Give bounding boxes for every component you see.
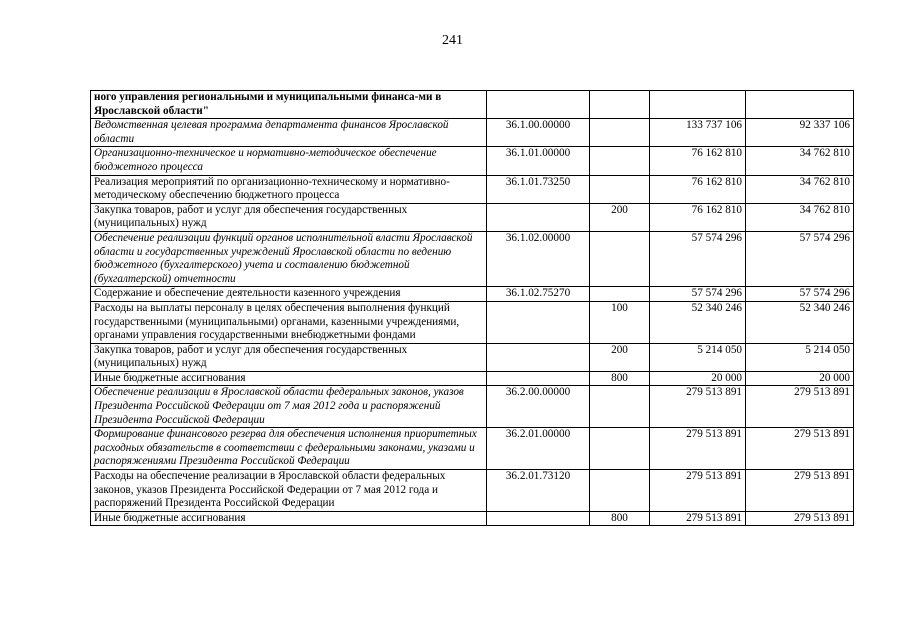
row-name-cell: Иные бюджетные ассигнования <box>91 511 487 526</box>
row-sum-2017-cell: 279 513 891 <box>650 386 746 428</box>
row-name-cell: Обеспечение реализации в Ярославской области федеральных законов, указов Президента Российской Федерации от 7 мая 2012 года и распоряжений Президента Российской Федерации <box>91 386 487 428</box>
table-row <box>91 371 854 386</box>
row-name-cell: Закупка товаров, работ и услуг для обеспечения государственных (муниципальных) нужд <box>91 203 487 231</box>
row-code-cell <box>487 371 590 386</box>
row-code-cell <box>487 301 590 343</box>
row-sum-2018-cell: 279 513 891 <box>746 428 854 470</box>
row-expense-type-cell <box>590 175 650 203</box>
row-sum-2017-cell: 279 513 891 <box>650 428 746 470</box>
row-sum-2017-cell: 20 000 <box>650 371 746 386</box>
row-name-cell: Закупка товаров, работ и услуг для обеспечения государственных (муниципальных) нужд <box>91 343 487 371</box>
table-row <box>91 301 854 343</box>
row-expense-type-cell: 800 <box>590 511 650 526</box>
row-expense-type-cell <box>590 231 650 286</box>
row-code-cell <box>487 91 590 119</box>
row-name-cell: Содержание и обеспечение деятельности казенного учреждения <box>91 287 487 302</box>
row-code-cell: 36.1.00.00000 <box>487 119 590 147</box>
row-sum-2018-cell: 279 513 891 <box>746 511 854 526</box>
row-sum-2017-cell <box>650 91 746 119</box>
table-row <box>91 175 854 203</box>
page-number: 241 <box>442 33 463 48</box>
table-row <box>91 386 854 428</box>
row-sum-2017-cell: 52 340 246 <box>650 301 746 343</box>
row-name-cell: Организационно-техническое и нормативно-методическое обеспечение бюджетного процесса <box>91 147 487 175</box>
row-sum-2017-cell: 76 162 810 <box>650 175 746 203</box>
row-expense-type-cell <box>590 147 650 175</box>
row-sum-2018-cell: 34 762 810 <box>746 175 854 203</box>
row-code-cell: 36.1.01.73250 <box>487 175 590 203</box>
table-row <box>91 91 854 119</box>
table-row <box>91 470 854 512</box>
row-sum-2018-cell: 57 574 296 <box>746 231 854 286</box>
row-code-cell: 36.2.01.73120 <box>487 470 590 512</box>
row-name-cell: Реализация мероприятий по организационно-техническому и нормативно-методическому обеспечению бюджетного процесса <box>91 175 487 203</box>
row-sum-2017-cell: 279 513 891 <box>650 470 746 512</box>
row-sum-2018-cell: 279 513 891 <box>746 470 854 512</box>
row-expense-type-cell <box>590 287 650 302</box>
row-name-cell: Ведомственная целевая программа департамента финансов Ярославской области <box>91 119 487 147</box>
row-sum-2018-cell: 5 214 050 <box>746 343 854 371</box>
row-sum-2018-cell: 34 762 810 <box>746 203 854 231</box>
table-row <box>91 231 854 286</box>
row-expense-type-cell <box>590 91 650 119</box>
row-sum-2018-cell: 279 513 891 <box>746 386 854 428</box>
table-row <box>91 428 854 470</box>
table-row <box>91 119 854 147</box>
row-sum-2017-cell: 57 574 296 <box>650 287 746 302</box>
row-sum-2018-cell: 34 762 810 <box>746 147 854 175</box>
row-expense-type-cell: 200 <box>590 203 650 231</box>
table-row <box>91 203 854 231</box>
row-expense-type-cell: 100 <box>590 301 650 343</box>
row-name-cell: Формирование финансового резерва для обеспечения исполнения приоритетных расходных обязательств в соответствии с федеральными законами, указами и распоряжениями Президента Российской Федерации <box>91 428 487 470</box>
row-sum-2018-cell: 20 000 <box>746 371 854 386</box>
row-sum-2017-cell: 57 574 296 <box>650 231 746 286</box>
table-row <box>91 343 854 371</box>
row-code-cell: 36.2.00.00000 <box>487 386 590 428</box>
row-sum-2018-cell: 57 574 296 <box>746 287 854 302</box>
table-row <box>91 287 854 302</box>
row-sum-2017-cell: 5 214 050 <box>650 343 746 371</box>
table-row <box>91 511 854 526</box>
row-code-cell: 36.1.01.00000 <box>487 147 590 175</box>
row-sum-2017-cell: 76 162 810 <box>650 203 746 231</box>
table-body <box>91 91 854 526</box>
row-code-cell: 36.2.01.00000 <box>487 428 590 470</box>
row-name-cell: ного управления региональными и муниципальными финанса-ми в Ярославской области" <box>91 91 487 119</box>
row-sum-2017-cell: 279 513 891 <box>650 511 746 526</box>
row-code-cell <box>487 511 590 526</box>
row-name-cell: Обеспечение реализации функций органов исполнительной власти Ярославской области и государственных учреждений Ярославской области по ведению бюджетного (бухгалтерского) учета и составлению бюджетной (бухгалтерской) отчетности <box>91 231 487 286</box>
row-expense-type-cell <box>590 428 650 470</box>
row-name-cell: Иные бюджетные ассигнования <box>91 371 487 386</box>
row-sum-2018-cell: 92 337 106 <box>746 119 854 147</box>
row-code-cell <box>487 343 590 371</box>
row-sum-2018-cell <box>746 91 854 119</box>
row-name-cell: Расходы на обеспечение реализации в Ярославской области федеральных законов, указов Президента Российской Федерации от 7 мая 2012 года и распоряжений Президента Российской Федерации <box>91 470 487 512</box>
row-expense-type-cell: 200 <box>590 343 650 371</box>
row-name-cell: Расходы на выплаты персоналу в целях обеспечения выполнения функций государственными (муниципальными) органами, казенными учреждениями, органами управления государственными внебюджетными фондами <box>91 301 487 343</box>
row-expense-type-cell <box>590 470 650 512</box>
row-sum-2017-cell: 76 162 810 <box>650 147 746 175</box>
row-sum-2018-cell: 52 340 246 <box>746 301 854 343</box>
budget-table <box>90 90 854 526</box>
row-code-cell: 36.1.02.75270 <box>487 287 590 302</box>
row-code-cell: 36.1.02.00000 <box>487 231 590 286</box>
table-row <box>91 147 854 175</box>
row-expense-type-cell <box>590 386 650 428</box>
row-code-cell <box>487 203 590 231</box>
row-expense-type-cell: 800 <box>590 371 650 386</box>
row-expense-type-cell <box>590 119 650 147</box>
row-sum-2017-cell: 133 737 106 <box>650 119 746 147</box>
